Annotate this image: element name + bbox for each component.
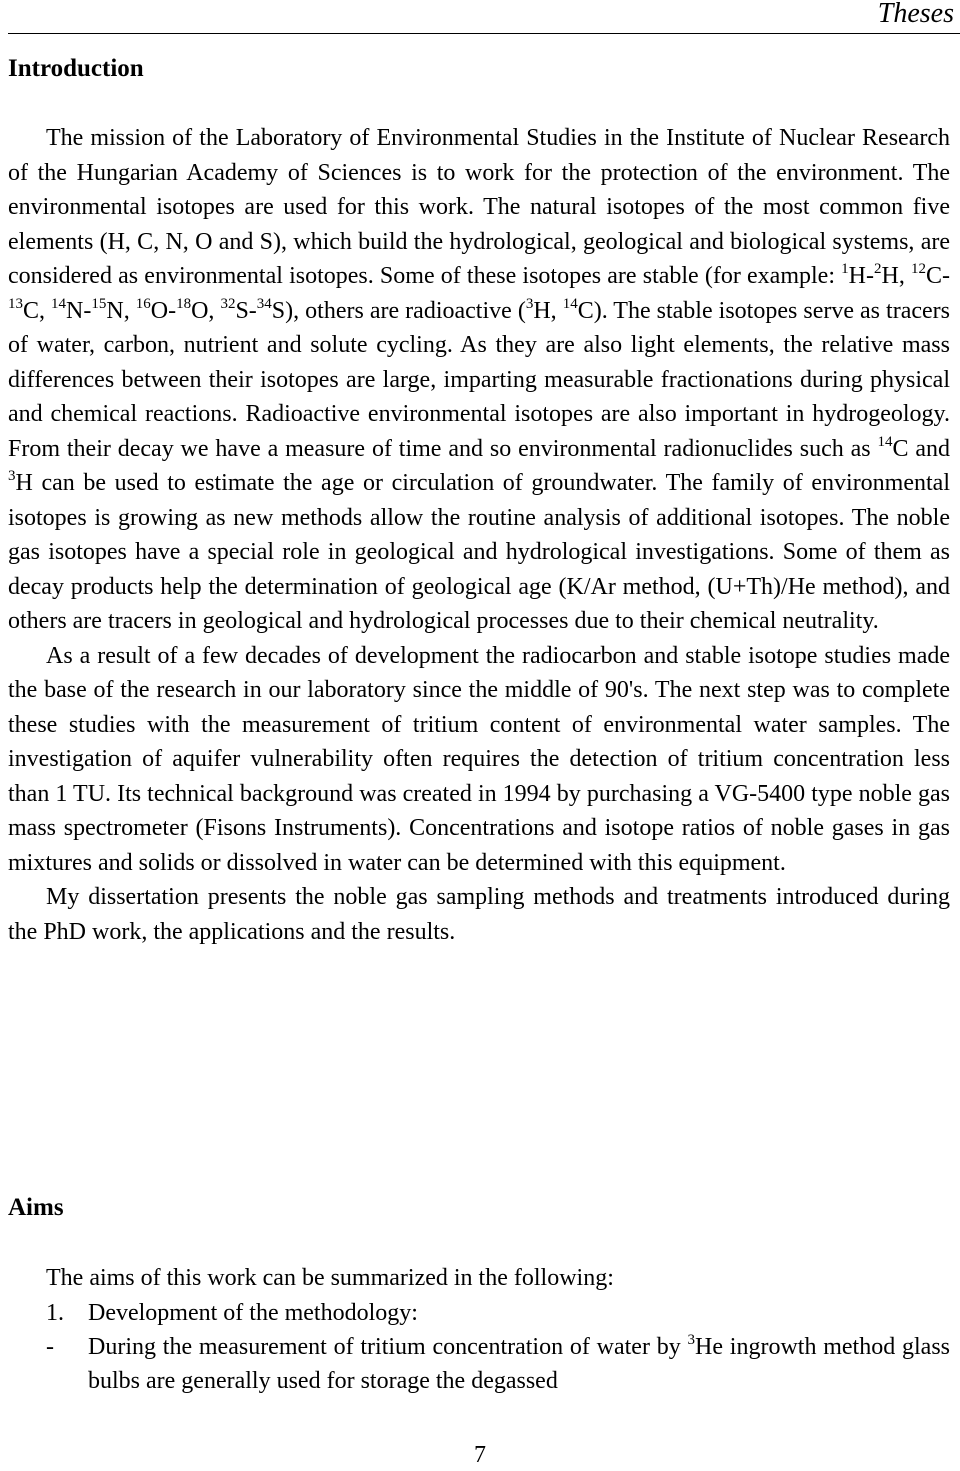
section-heading-introduction: Introduction [8, 55, 144, 82]
page-number: 7 [474, 1442, 486, 1468]
intro-paragraph-3: My dissertation presents the noble gas sampling methods and treatments introduced during the PhD work, the applications and the results. [8, 884, 950, 945]
header-rule [8, 33, 960, 34]
intro-paragraph-2: As a result of a few decades of development the radiocarbon and stable isotope studies made the base of the research in our laboratory since the middle of 90's. The next step was to complete these studies with the measurement of tritium content of environmental water samples. The investigation of aquifer vulnerability often requires the detection of tritium concentration less than 1 TU. Its technical background was created in 1994 by purchasing a VG-5400 type noble gas mass spectrometer (Fisons Instruments). Concentrations and isotope ratios of noble gases in gas mixtures and solids or dissolved in water can be determined with this equipment. [8, 642, 950, 876]
intro-paragraph-1: The mission of the Laboratory of Environmental Studies in the Institute of Nuclear Research of the Hungarian Academy of Sciences is to work for the protection of the environment. The environmental isotopes are used for this work. The natural isotopes of the most common five elements (H, C, N, O and S), which build the hydrological, geological and biological systems, are considered as environmental isotopes. Some of these isotopes are stable (for example: $^1$H-$^2$H, $^{12}$C-$^{13}$C, $^{14}$N-$^{15}$N, $^{16}$O-$^{18}$O, $^{32}$S-$^{34}$S), others are radioactive ($^3$H, $^{14}$C). The stable isotopes serve as tracers of water, carbon, nutrient and solute cycling. As they are also light elements, the relative mass differences between their isotopes are large, imparting measurable fractionations during physical and chemical reactions. Radioactive environmental isotopes are also important in hydrogeology. From their decay we have a measure of time and so environmental radionuclides such as $^{14}$C and $^3$H can be used to estimate the age or circulation of groundwater. The family of environmental isotopes is growing as new methods allow the routine analysis of additional isotopes. The noble gas isotopes have a special role in geological and hydrological investigations. Some of them as decay products help the determination of geological age (K/Ar method, (U+Th)/He method), and others are tracers in geological and hydrological processes due to their chemical neutrality. [8, 125, 951, 634]
section-heading-aims: Aims [8, 1194, 64, 1221]
introduction-body [8, 121, 950, 949]
aims-lead: The aims of this work can be summarized in the following: [46, 1265, 614, 1291]
list-item-text: Development of the methodology: [88, 1299, 418, 1326]
list-marker: 1. [46, 1299, 64, 1326]
list-item-text: During the measurement of tritium concentration of water by $^3$He ingrowth method glass bulbs are generally used for storage the degassed [88, 1331, 950, 1394]
list-item-2 [8, 1330, 950, 1399]
list-item-1 [8, 1296, 950, 1330]
aims-body [8, 1261, 950, 1399]
list-marker: - [46, 1333, 54, 1360]
running-header: Theses [877, 0, 954, 29]
